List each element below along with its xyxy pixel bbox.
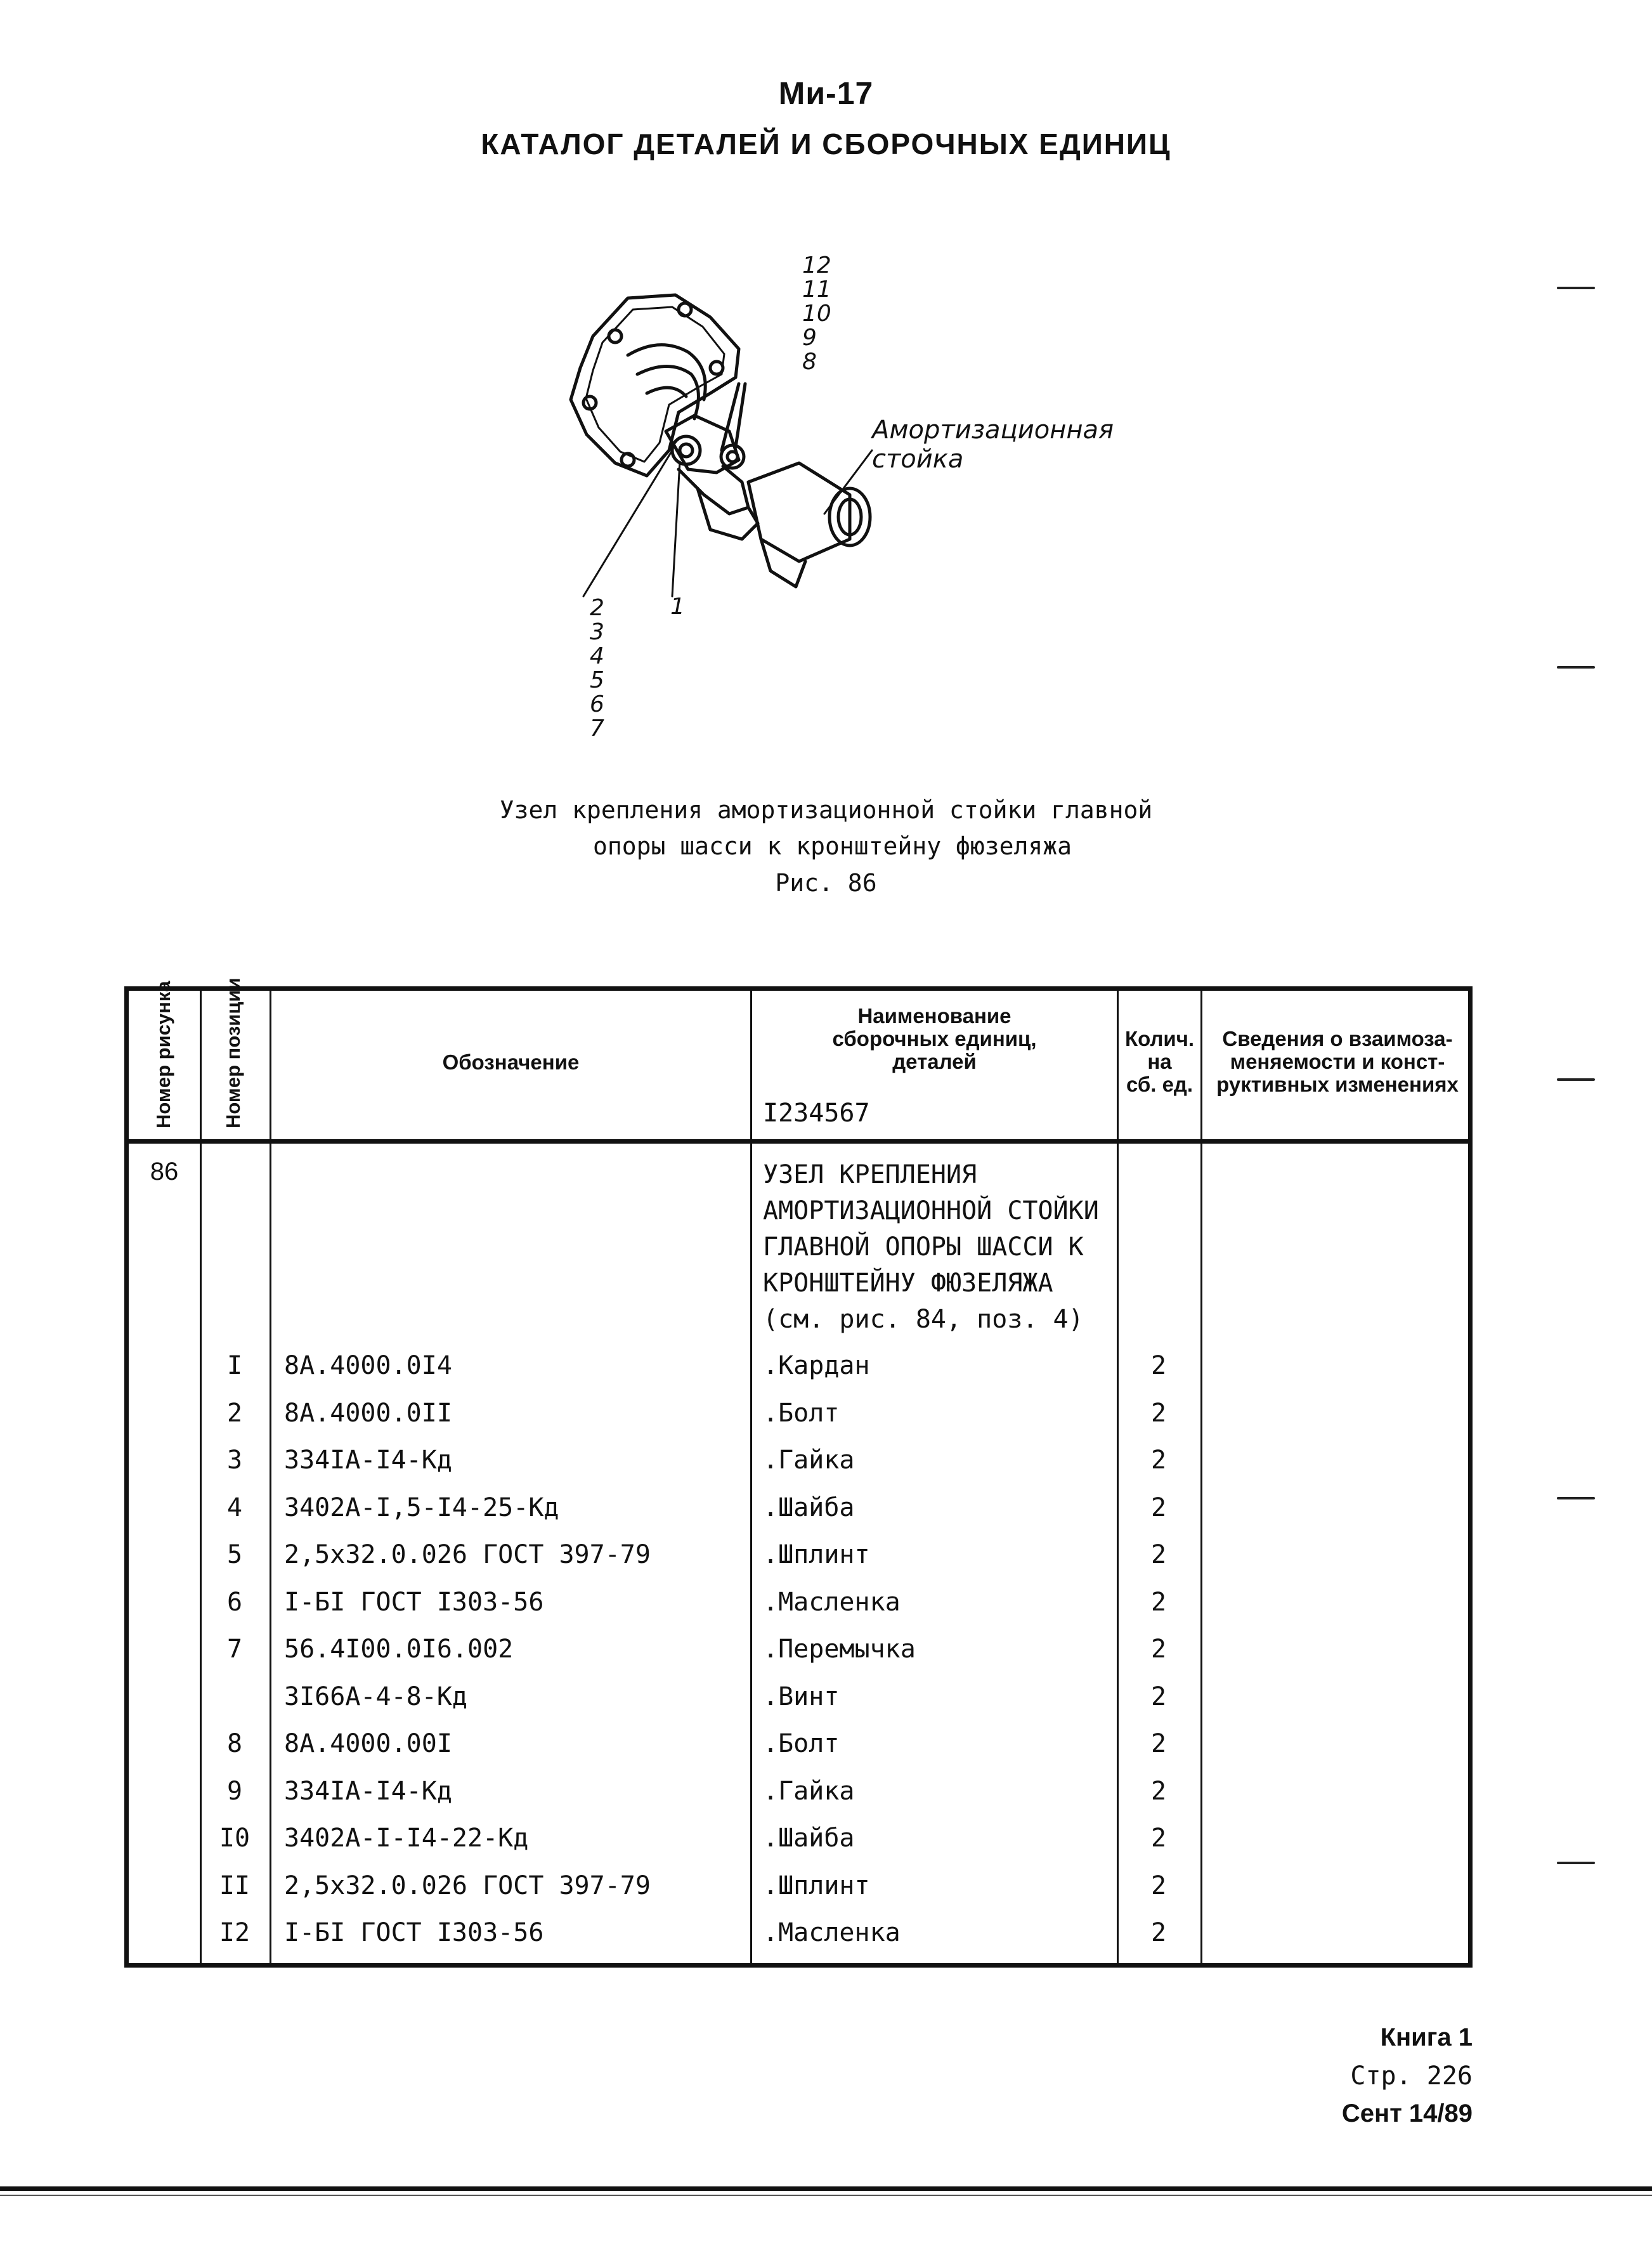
assembly-name-line: КРОНШТЕЙНУ ФЮЗЕЛЯЖА bbox=[763, 1269, 1053, 1298]
scan-edge-mark bbox=[1557, 666, 1595, 669]
quantity-cell: 2 bbox=[1150, 1918, 1167, 1947]
position-cell: 9 bbox=[226, 1777, 243, 1806]
name-cell: .Масленка bbox=[763, 1588, 901, 1617]
header-position: Номер позиции bbox=[222, 977, 244, 1128]
designation-cell: 8А.4000.00I bbox=[284, 1729, 452, 1758]
figure-caption: Узел крепления амортизационной стойки главной bbox=[499, 796, 1153, 824]
assembly-name-line: (см. рис. 84, поз. 4) bbox=[763, 1305, 1084, 1334]
designation-cell: 3402А-I,5-I4-25-Кд bbox=[284, 1493, 559, 1522]
scan-edge-mark bbox=[1557, 1497, 1595, 1499]
assembly-name-line: ГЛАВНОЙ ОПОРЫ ШАССИ К bbox=[763, 1232, 1084, 1262]
column-divider bbox=[200, 991, 202, 1963]
quantity-cell: 2 bbox=[1150, 1540, 1167, 1569]
position-cell: 5 bbox=[226, 1540, 243, 1569]
header-notes bbox=[1202, 1028, 1473, 1096]
header-notes-line: Сведения о взаимоза- bbox=[1222, 1027, 1453, 1050]
position-cell: 7 bbox=[226, 1635, 243, 1664]
header-quantity-line: Колич. bbox=[1124, 1027, 1195, 1050]
scan-edge-mark bbox=[1557, 1078, 1595, 1081]
header-name-line: Наименование bbox=[857, 1004, 1011, 1028]
callout-group-bottom bbox=[590, 596, 604, 741]
position-cell: 6 bbox=[226, 1588, 243, 1617]
designation-cell: 2,5х32.0.026 ГОСТ 397-79 bbox=[284, 1871, 651, 1900]
position-cell: 3 bbox=[226, 1446, 243, 1475]
quantity-cell: 2 bbox=[1150, 1446, 1167, 1475]
quantity-cell: 2 bbox=[1150, 1399, 1167, 1428]
figure-number-cell: 86 bbox=[150, 1158, 179, 1186]
quantity-cell: 2 bbox=[1150, 1493, 1167, 1522]
assembly-name-line: УЗЕЛ КРЕПЛЕНИЯ bbox=[763, 1160, 977, 1189]
designation-cell: 3I66А-4-8-Кд bbox=[284, 1682, 467, 1711]
position-cell: I bbox=[226, 1351, 243, 1380]
designation-cell: 8А.4000.0I4 bbox=[284, 1351, 452, 1380]
header-notes-line: руктивных изменениях bbox=[1216, 1073, 1459, 1096]
designation-cell: I-БI ГОСТ I303-56 bbox=[284, 1918, 544, 1947]
figure-reference: Рис. 86 bbox=[775, 869, 877, 897]
callout-number: 6 bbox=[590, 691, 604, 717]
callout-number: 5 bbox=[590, 667, 604, 693]
footer-book: Книга 1 bbox=[1380, 2023, 1473, 2051]
position-cell: 2 bbox=[226, 1399, 243, 1428]
name-cell: .Гайка bbox=[763, 1446, 855, 1475]
header-name-digits: I234567 bbox=[763, 1099, 870, 1128]
bottom-rule bbox=[0, 2195, 1652, 2196]
position-cell: I2 bbox=[219, 1918, 250, 1947]
assembly-illustration bbox=[520, 241, 1154, 748]
header-quantity-line: на bbox=[1147, 1050, 1172, 1073]
assembly-name bbox=[763, 1157, 1099, 1338]
position-cell: 4 bbox=[226, 1493, 243, 1522]
header-fig-number: Номер рисунка bbox=[152, 981, 174, 1128]
quantity-cell: 2 bbox=[1150, 1777, 1167, 1806]
quantity-cell: 2 bbox=[1150, 1635, 1167, 1664]
callout-number: 8 bbox=[802, 349, 817, 375]
callout-number: 1 bbox=[670, 594, 685, 620]
header-quantity bbox=[1119, 1028, 1200, 1096]
quantity-cell: 2 bbox=[1150, 1588, 1167, 1617]
name-cell: .Шплинт bbox=[763, 1871, 870, 1900]
column-divider bbox=[1117, 991, 1119, 1963]
callout-number: 7 bbox=[590, 715, 604, 741]
header-name-line: сборочных единиц, bbox=[832, 1027, 1037, 1050]
parts-table bbox=[124, 977, 1473, 1968]
strut-label-line: Амортизационная bbox=[872, 415, 1114, 445]
callout-number: 3 bbox=[590, 619, 604, 645]
callout-number: 2 bbox=[590, 595, 604, 621]
callout-number: 12 bbox=[802, 252, 831, 278]
quantity-cell: 2 bbox=[1150, 1682, 1167, 1711]
name-cell: .Гайка bbox=[763, 1777, 855, 1806]
designation-cell: 334IА-I4-Кд bbox=[284, 1446, 452, 1475]
designation-cell: 334IА-I4-Кд bbox=[284, 1777, 452, 1806]
callout-group-top bbox=[802, 254, 831, 374]
quantity-cell: 2 bbox=[1150, 1871, 1167, 1900]
header-quantity-line: сб. ед. bbox=[1126, 1073, 1193, 1096]
name-cell: .Кардан bbox=[763, 1351, 870, 1380]
name-cell: .Болт bbox=[763, 1399, 840, 1428]
position-cell: I0 bbox=[219, 1824, 250, 1853]
header-notes-line: меняемости и конст- bbox=[1230, 1050, 1445, 1073]
name-cell: .Перемычка bbox=[763, 1635, 916, 1664]
name-cell: .Шайба bbox=[763, 1493, 855, 1522]
position-cell: II bbox=[219, 1871, 250, 1900]
position-cell: 8 bbox=[226, 1729, 243, 1758]
figure-caption: опоры шасси к кронштейну фюзеляжа bbox=[593, 832, 1072, 860]
callout-number: 4 bbox=[590, 643, 604, 669]
column-divider bbox=[1200, 991, 1202, 1963]
header-name bbox=[752, 1005, 1117, 1073]
assembly-name-line: АМОРТИЗАЦИОННОЙ СТОЙКИ bbox=[763, 1196, 1099, 1225]
strut-label-line: стойка bbox=[872, 445, 964, 474]
scan-edge-mark bbox=[1557, 287, 1595, 289]
bottom-rule bbox=[0, 2186, 1652, 2191]
column-divider bbox=[270, 991, 271, 1963]
name-cell: .Винт bbox=[763, 1682, 840, 1711]
quantity-cell: 2 bbox=[1150, 1729, 1167, 1758]
callout-number: 9 bbox=[802, 325, 817, 351]
designation-cell: 2,5х32.0.026 ГОСТ 397-79 bbox=[284, 1540, 651, 1569]
name-cell: .Шплинт bbox=[763, 1540, 870, 1569]
designation-cell: I-БI ГОСТ I303-56 bbox=[284, 1588, 544, 1617]
column-divider bbox=[750, 991, 752, 1963]
document-title: КАТАЛОГ ДЕТАЛЕЙ И СБОРОЧНЫХ ЕДИНИЦ bbox=[481, 127, 1171, 160]
scan-edge-mark bbox=[1557, 1862, 1595, 1864]
name-cell: .Болт bbox=[763, 1729, 840, 1758]
designation-cell: 3402А-I-I4-22-Кд bbox=[284, 1824, 529, 1853]
document-model: Ми-17 bbox=[778, 75, 874, 111]
callout-number: 11 bbox=[802, 277, 831, 303]
quantity-cell: 2 bbox=[1150, 1824, 1167, 1853]
designation-cell: 8А.4000.0II bbox=[284, 1399, 452, 1428]
callout-number: 10 bbox=[802, 301, 831, 327]
header-divider bbox=[129, 1139, 1468, 1144]
header-designation: Обозначение bbox=[442, 1050, 580, 1074]
name-cell: .Масленка bbox=[763, 1918, 901, 1947]
name-cell: .Шайба bbox=[763, 1824, 855, 1853]
footer-page: Стр. 226 bbox=[1350, 2061, 1473, 2091]
strut-label bbox=[872, 415, 1114, 474]
footer-date: Сент 14/89 bbox=[1341, 2100, 1473, 2127]
quantity-cell: 2 bbox=[1150, 1351, 1167, 1380]
header-name-line: деталей bbox=[892, 1050, 977, 1073]
designation-cell: 56.4I00.0I6.002 bbox=[284, 1635, 514, 1664]
